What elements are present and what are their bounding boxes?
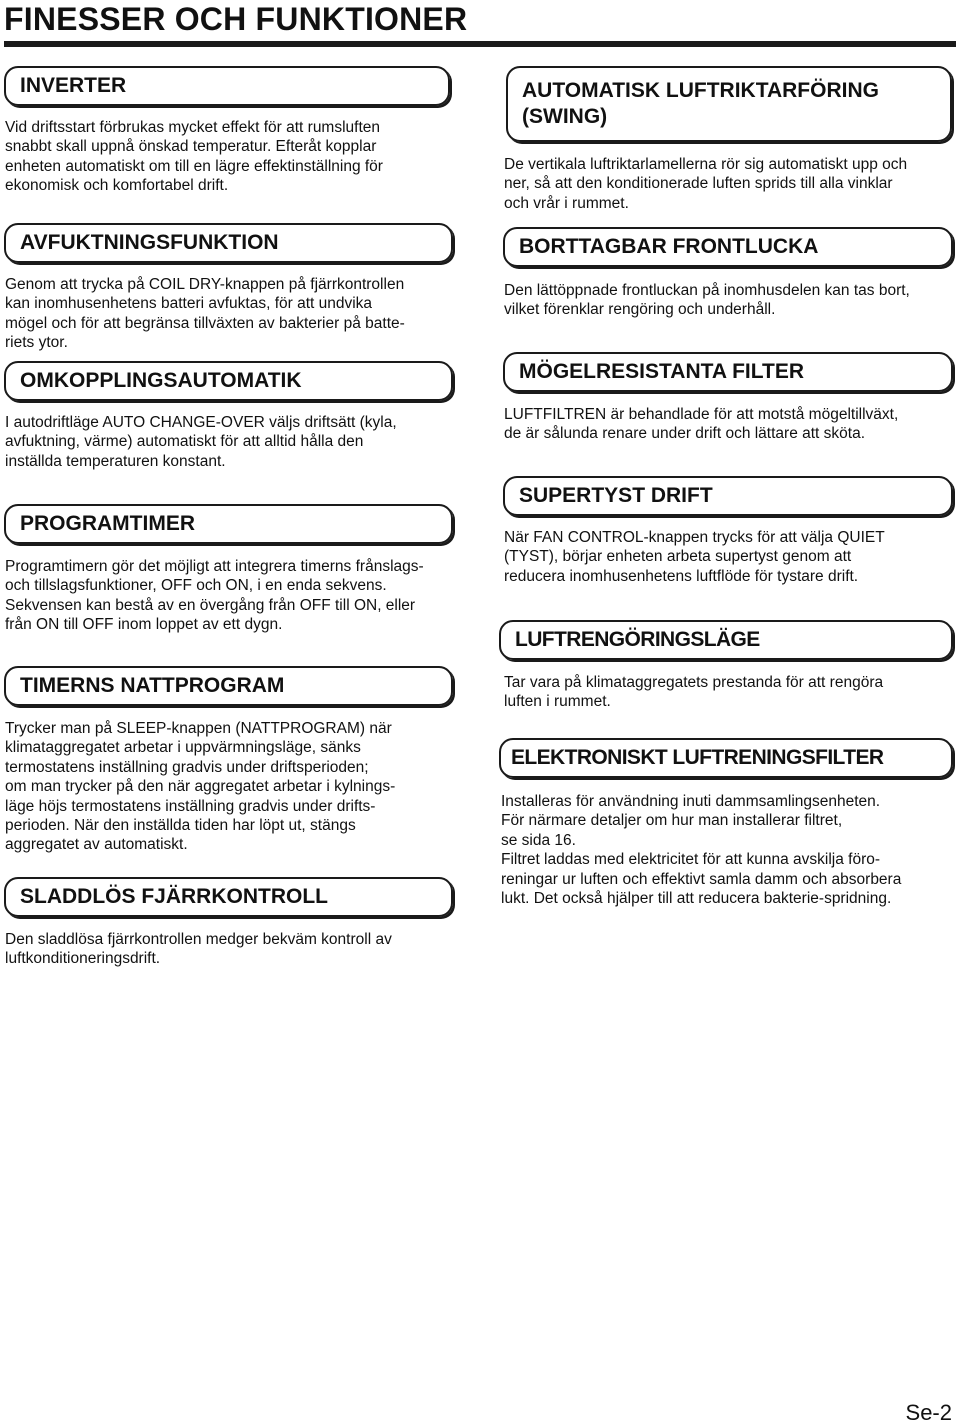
text-timerns-nattprogram: Trycker man på SLEEP-knappen (NATTPROGRAM) när klimataggregatet arbetar i uppvärmningsläge, sänks termostatens inställning gradvis under driftsperioden; om man trycker på den när aggregatet arbetar i kylnings- läge höjs termostatens inställning gradvis under drifts- perioden. När den inställda tiden har löpt ut, stängs aggregatet av automatiskt. [5,720,396,854]
page-title: FINESSER OCH FUNKTIONER [4,1,468,37]
heading-elektroniskt-luftreningsfilter: ELEKTRONISKT LUFTRENINGSFILTER [499,738,953,778]
text-luftrengoringslage: Tar vara på klimataggregatets prestanda för att rengöra luften i rummet. [504,674,884,711]
text-supertyst-drift: När FAN CONTROL-knappen trycks för att välja QUIET (TYST), börjar enheten arbeta supertyst genom att reducera inomhusenhetens luftflöde för tystare drift. [504,529,885,585]
text-omkopplingsautomatik: I autodriftläge AUTO CHANGE-OVER väljs driftsätt (kyla, avfuktning, värme) automatiskt för att alltid hålla den inställda temperaturen konstant. [5,414,397,470]
heading-supertyst-drift: SUPERTYST DRIFT [503,476,953,516]
title-rule [4,41,956,47]
text-inverter: Vid driftsstart förbrukas mycket effekt för att rumsluften snabbt skall uppnå önskad temperatur. Efteråt kopplar enheten automatiskt om till en lägre effektinställning för ekonomisk och komfortabel drift. [5,119,383,195]
page-number: Se-2 [905,1400,952,1425]
heading-borttagbar-frontlucka: BORTTAGBAR FRONTLUCKA [503,227,953,267]
text-elektroniskt-luftreningsfilter: Installeras för användning inuti dammsamlingsenheten. För närmare detaljer om hur man installerar filtret, se sida 16. Filtret laddas med elektricitet för att kunna avskilja föro- reningar ur luften och effektivt samla damm och absorbera lukt. Det också hjälper till att reducera bakterie-spridning. [501,793,902,908]
heading-timerns-nattprogram: TIMERNS NATTPROGRAM [4,666,453,706]
text-borttagbar-frontlucka: Den lättöppnade frontluckan på inomhusdelen kan tas bort, vilket förenklar rengöring och underhåll. [504,282,910,319]
heading-avfuktningsfunktion: AVFUKTNINGSFUNKTION [4,223,453,263]
heading-mogelresistanta-filter: MÖGELRESISTANTA FILTER [503,352,953,392]
text-avfuktningsfunktion: Genom att trycka på COIL DRY-knappen på fjärrkontrollen kan inomhusenhetens batteri avfuktas, för att undvika mögel och för att begränsa tillväxten av bakterier på batte- riets ytor. [5,276,405,352]
heading-inverter: INVERTER [4,66,450,106]
heading-omkopplingsautomatik: OMKOPPLINGSAUTOMATIK [4,361,453,401]
heading-automatisk-luftriktarforing: AUTOMATISK LUFTRIKTARFÖRING (SWING) [506,66,952,142]
text-automatisk-luftriktarforing: De vertikala luftriktarlamellerna rör sig automatiskt upp och ner, så att den konditionerade luften sprids till alla vinklar och vrår i rummet. [504,156,908,212]
heading-sladdlos-fjarrkontroll: SLADDLÖS FJÄRRKONTROLL [4,877,453,917]
heading-programtimer: PROGRAMTIMER [4,504,453,544]
text-mogelresistanta-filter: LUFTFILTREN är behandlade för att motstå mögeltillväxt, de är sålunda renare under drift och lättare att sköta. [504,406,899,443]
heading-luftrengoringslage: LUFTRENGÖRINGSLÄGE [499,620,953,660]
text-programtimer: Programtimern gör det möjligt att integrera timerns frånslags- och tillslagsfunktioner, OFF och ON, i en enda sekvens. Sekvensen kan bestå av en övergång från OFF till ON, eller från ON till OFF inom loppet av ett dygn. [5,558,424,634]
text-sladdlos-fjarrkontroll: Den sladdlösa fjärrkontrollen medger bekväm kontroll av luftkonditioneringsdrift. [5,931,392,968]
